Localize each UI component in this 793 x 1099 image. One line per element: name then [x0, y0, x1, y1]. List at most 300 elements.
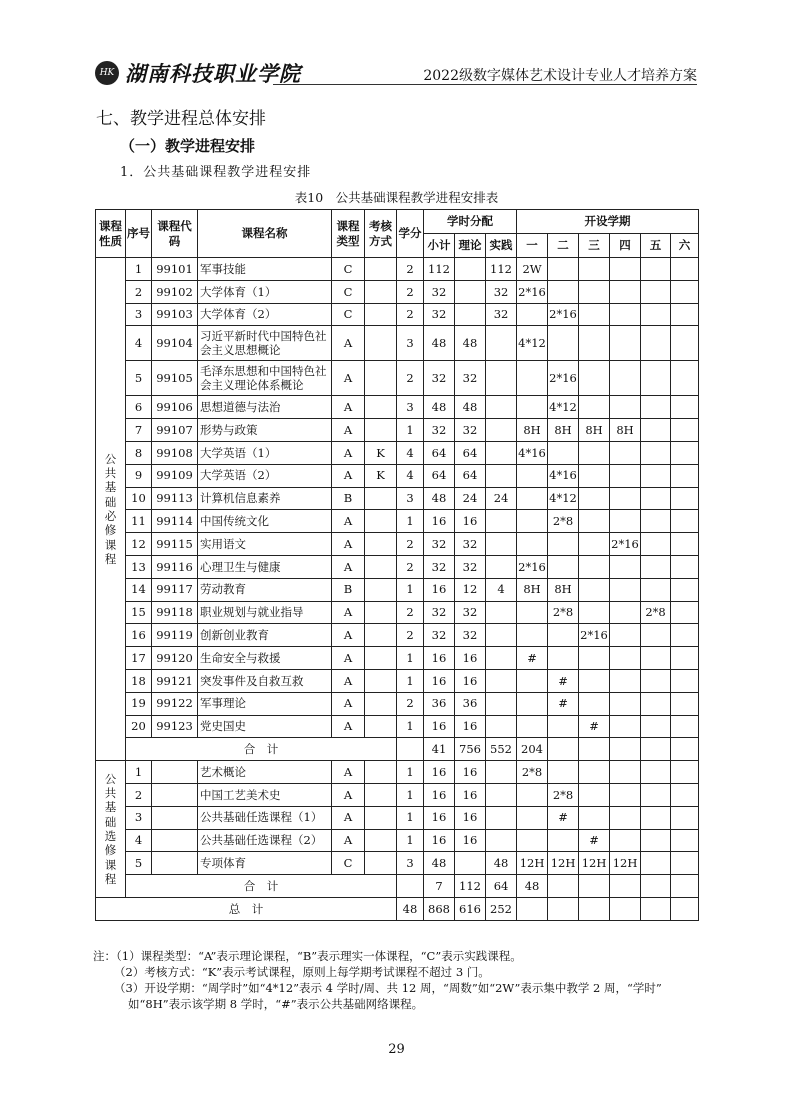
- cell-theory: 64: [455, 441, 486, 464]
- cell-s5: [641, 783, 671, 806]
- cell-s1: 2W: [517, 258, 548, 281]
- cell-subtotal: 16: [424, 806, 455, 829]
- table-row: [96, 419, 699, 442]
- cell-s5: [641, 487, 671, 510]
- cell-seq: 15: [126, 601, 152, 624]
- cell-credit: 1: [397, 419, 424, 442]
- cell-type: A: [332, 464, 365, 487]
- cell-s6: [671, 806, 699, 829]
- cell-seq: 4: [126, 326, 152, 361]
- cell-s3: [579, 783, 610, 806]
- cell-practice: [486, 555, 517, 578]
- cell-type: A: [332, 647, 365, 670]
- cell-s2: [548, 761, 579, 784]
- cell-exam: [365, 361, 397, 396]
- cell-name: 艺术概论: [198, 761, 332, 784]
- table-row: [96, 464, 699, 487]
- cell-type: A: [332, 396, 365, 419]
- cell-s1: 8H: [517, 419, 548, 442]
- cell-s6: [671, 829, 699, 852]
- cell-empty: [641, 738, 671, 761]
- cell-code: 99108: [152, 441, 198, 464]
- cell-s2: 2*8: [548, 783, 579, 806]
- cell-name: 大学英语（2）: [198, 464, 332, 487]
- cell-s5: 2*8: [641, 601, 671, 624]
- col-exam: 考核方式: [365, 210, 397, 258]
- grand-total-row: [96, 897, 699, 920]
- cell-s4: 8H: [610, 419, 641, 442]
- cell-seq: 2: [126, 783, 152, 806]
- cell-s3: [579, 487, 610, 510]
- cell-s4: [610, 806, 641, 829]
- cell-name: 军事技能: [198, 258, 332, 281]
- col-subtotal: 小计: [424, 234, 455, 258]
- cell-theory: 24: [455, 487, 486, 510]
- cell-s6: [671, 258, 699, 281]
- cell-seq: 7: [126, 419, 152, 442]
- cell-s6: [671, 647, 699, 670]
- cell-practice: [486, 396, 517, 419]
- cell-name: 劳动教育: [198, 578, 332, 601]
- cell-code: [152, 852, 198, 875]
- subtotal-theory: 552: [486, 738, 517, 761]
- subtotal-label: 合 计: [126, 875, 397, 898]
- cell-s2: 2*8: [548, 601, 579, 624]
- cell-credit: 2: [397, 280, 424, 303]
- cell-exam: [365, 578, 397, 601]
- cell-theory: 16: [455, 647, 486, 670]
- cell-s3: [579, 464, 610, 487]
- cell-s1: [517, 829, 548, 852]
- cell-s2: 2*16: [548, 303, 579, 326]
- cell-practice: 48: [486, 852, 517, 875]
- cell-practice: [486, 806, 517, 829]
- cell-subtotal: 16: [424, 829, 455, 852]
- cell-subtotal: 16: [424, 647, 455, 670]
- cell-empty: [671, 738, 699, 761]
- cell-s1: [517, 510, 548, 533]
- school-name: 湖南科技职业学院: [125, 61, 301, 86]
- col-theory: 理论: [455, 234, 486, 258]
- cell-s5: [641, 852, 671, 875]
- cell-credit: 1: [397, 715, 424, 738]
- table-row: [96, 326, 699, 361]
- section-title: 七、教学进程总体安排: [96, 109, 266, 129]
- course-plan-table: [95, 209, 699, 921]
- cell-subtotal: 32: [424, 303, 455, 326]
- cell-type: A: [332, 601, 365, 624]
- cell-s3: [579, 647, 610, 670]
- table-row: [96, 487, 699, 510]
- cell-name: 公共基础任选课程（2）: [198, 829, 332, 852]
- cell-theory: 16: [455, 669, 486, 692]
- cell-exam: [365, 326, 397, 361]
- table-row: [96, 555, 699, 578]
- cell-type: B: [332, 487, 365, 510]
- cell-s5: [641, 806, 671, 829]
- cell-s1: #: [517, 647, 548, 670]
- cell-s2: #: [548, 692, 579, 715]
- cell-exam: [365, 692, 397, 715]
- cell-s1: [517, 783, 548, 806]
- cell-name: 实用语文: [198, 533, 332, 556]
- cell-type: A: [332, 555, 365, 578]
- table-row: [96, 692, 699, 715]
- cell-empty: [579, 897, 610, 920]
- cell-s3: [579, 692, 610, 715]
- cell-s4: [610, 361, 641, 396]
- school-seal-icon: HK: [95, 61, 119, 85]
- cell-s4: [610, 783, 641, 806]
- cell-s2: [548, 441, 579, 464]
- cell-s6: [671, 692, 699, 715]
- subsection-title: （一）教学进程安排: [120, 137, 256, 155]
- cell-s2: [548, 647, 579, 670]
- cell-credit: 1: [397, 510, 424, 533]
- table-row: [96, 510, 699, 533]
- cell-theory: [455, 258, 486, 281]
- cell-name: 计算机信息素养: [198, 487, 332, 510]
- cell-practice: [486, 326, 517, 361]
- document-title: 2022级数字媒体艺术设计专业人才培养方案: [423, 68, 697, 84]
- cell-empty: [641, 875, 671, 898]
- subtotal-row: [96, 738, 699, 761]
- cell-s1: 4*16: [517, 441, 548, 464]
- subtotal-row: [96, 875, 699, 898]
- cell-subtotal: 48: [424, 396, 455, 419]
- cell-name: 大学英语（1）: [198, 441, 332, 464]
- cell-s2: 8H: [548, 419, 579, 442]
- cell-type: A: [332, 829, 365, 852]
- cell-s3: [579, 761, 610, 784]
- cell-code: 99120: [152, 647, 198, 670]
- table-row: [96, 715, 699, 738]
- grand-total-practice: 252: [486, 897, 517, 920]
- col-name: 课程名称: [198, 210, 332, 258]
- col-seq: 序号: [126, 210, 152, 258]
- cell-s5: [641, 396, 671, 419]
- subtotal-practice: 48: [517, 875, 548, 898]
- cell-code: 99123: [152, 715, 198, 738]
- cell-s1: [517, 464, 548, 487]
- group-label-cell: 公共基础选修课程: [96, 761, 126, 898]
- cell-practice: [486, 669, 517, 692]
- cell-code: 99102: [152, 280, 198, 303]
- cell-s1: [517, 624, 548, 647]
- cell-credit: 4: [397, 464, 424, 487]
- cell-seq: 12: [126, 533, 152, 556]
- grand-total-credit: 48: [397, 897, 424, 920]
- cell-s4: [610, 258, 641, 281]
- cell-exam: [365, 303, 397, 326]
- cell-practice: [486, 715, 517, 738]
- col-sem-5: 五: [641, 234, 671, 258]
- cell-exam: [365, 419, 397, 442]
- grand-total-label: 总 计: [96, 897, 397, 920]
- cell-s5: [641, 464, 671, 487]
- table-row: [96, 829, 699, 852]
- cell-code: 99117: [152, 578, 198, 601]
- cell-type: A: [332, 624, 365, 647]
- cell-theory: 16: [455, 715, 486, 738]
- table-row: [96, 533, 699, 556]
- cell-seq: 1: [126, 258, 152, 281]
- cell-name: 党史国史: [198, 715, 332, 738]
- cell-seq: 5: [126, 852, 152, 875]
- cell-exam: [365, 555, 397, 578]
- cell-s5: [641, 361, 671, 396]
- cell-s1: [517, 806, 548, 829]
- cell-seq: 9: [126, 464, 152, 487]
- cell-subtotal: 16: [424, 669, 455, 692]
- cell-credit: 3: [397, 852, 424, 875]
- cell-s3: 2*16: [579, 624, 610, 647]
- cell-name: 公共基础任选课程（1）: [198, 806, 332, 829]
- cell-practice: 32: [486, 280, 517, 303]
- cell-credit: 3: [397, 326, 424, 361]
- cell-subtotal: 32: [424, 555, 455, 578]
- cell-empty: [548, 897, 579, 920]
- col-sem-4: 四: [610, 234, 641, 258]
- cell-empty: [641, 897, 671, 920]
- table-row: [96, 783, 699, 806]
- cell-name: 中国工艺美术史: [198, 783, 332, 806]
- cell-subtotal: 112: [424, 258, 455, 281]
- cell-s4: [610, 464, 641, 487]
- cell-s2: 2*16: [548, 361, 579, 396]
- cell-s3: #: [579, 715, 610, 738]
- cell-seq: 2: [126, 280, 152, 303]
- table-caption: 表10 公共基础课程教学进程安排表: [294, 190, 499, 205]
- col-type: 课程类型: [332, 210, 365, 258]
- header-row: [96, 210, 699, 234]
- cell-s3: 12H: [579, 852, 610, 875]
- cell-s5: [641, 533, 671, 556]
- cell-s6: [671, 624, 699, 647]
- table-row: [96, 624, 699, 647]
- cell-s5: [641, 326, 671, 361]
- cell-s1: [517, 692, 548, 715]
- cell-exam: [365, 258, 397, 281]
- cell-practice: [486, 761, 517, 784]
- cell-s5: [641, 647, 671, 670]
- cell-credit: 1: [397, 669, 424, 692]
- cell-subtotal: 32: [424, 419, 455, 442]
- cell-subtotal: 32: [424, 280, 455, 303]
- cell-s5: [641, 555, 671, 578]
- cell-exam: [365, 806, 397, 829]
- cell-empty: [517, 897, 548, 920]
- col-semester-group: 开设学期: [517, 210, 699, 234]
- cell-s5: [641, 419, 671, 442]
- cell-code: 99122: [152, 692, 198, 715]
- cell-code: 99114: [152, 510, 198, 533]
- cell-exam: [365, 783, 397, 806]
- cell-practice: [486, 510, 517, 533]
- cell-type: A: [332, 533, 365, 556]
- cell-code: 99103: [152, 303, 198, 326]
- cell-name: 创新创业教育: [198, 624, 332, 647]
- col-sem-2: 二: [548, 234, 579, 258]
- cell-s2: [548, 624, 579, 647]
- cell-code: [152, 829, 198, 852]
- cell-exam: [365, 280, 397, 303]
- cell-type: A: [332, 510, 365, 533]
- cell-s6: [671, 715, 699, 738]
- cell-theory: 16: [455, 761, 486, 784]
- cell-name: 大学体育（2）: [198, 303, 332, 326]
- cell-subtotal: 48: [424, 852, 455, 875]
- cell-s6: [671, 396, 699, 419]
- table-body: [96, 258, 699, 921]
- cell-exam: [365, 624, 397, 647]
- cell-practice: [486, 829, 517, 852]
- cell-exam: [365, 647, 397, 670]
- cell-code: 99113: [152, 487, 198, 510]
- cell-s4: 12H: [610, 852, 641, 875]
- cell-s4: [610, 555, 641, 578]
- col-nature: 课程性质: [96, 210, 126, 258]
- cell-s4: [610, 396, 641, 419]
- cell-code: 99106: [152, 396, 198, 419]
- col-practice: 实践: [486, 234, 517, 258]
- cell-empty: [671, 897, 699, 920]
- cell-seq: 10: [126, 487, 152, 510]
- cell-credit: 2: [397, 555, 424, 578]
- cell-s6: [671, 761, 699, 784]
- table-notes: [93, 948, 713, 1012]
- cell-theory: 16: [455, 510, 486, 533]
- cell-theory: 32: [455, 624, 486, 647]
- cell-s5: [641, 510, 671, 533]
- cell-theory: 64: [455, 464, 486, 487]
- cell-s5: [641, 761, 671, 784]
- cell-exam: [365, 487, 397, 510]
- cell-s5: [641, 303, 671, 326]
- cell-subtotal: 36: [424, 692, 455, 715]
- cell-s3: [579, 669, 610, 692]
- cell-subtotal: 16: [424, 510, 455, 533]
- cell-theory: 32: [455, 601, 486, 624]
- cell-s4: [610, 647, 641, 670]
- cell-type: C: [332, 852, 365, 875]
- cell-subtotal: 32: [424, 624, 455, 647]
- cell-s3: [579, 555, 610, 578]
- cell-name: 思想道德与法治: [198, 396, 332, 419]
- cell-s3: [579, 258, 610, 281]
- table-row: [96, 280, 699, 303]
- cell-s1: [517, 361, 548, 396]
- cell-seq: 16: [126, 624, 152, 647]
- school-logo: [95, 58, 301, 88]
- cell-s6: [671, 852, 699, 875]
- table-row: [96, 578, 699, 601]
- subtotal-theory: 64: [486, 875, 517, 898]
- cell-s5: [641, 715, 671, 738]
- table-row: [96, 396, 699, 419]
- cell-name: 形势与政策: [198, 419, 332, 442]
- cell-type: B: [332, 578, 365, 601]
- cell-s6: [671, 601, 699, 624]
- cell-practice: [486, 464, 517, 487]
- cell-theory: 48: [455, 396, 486, 419]
- table-row: [96, 669, 699, 692]
- cell-s4: 2*16: [610, 533, 641, 556]
- cell-s2: [548, 258, 579, 281]
- cell-empty: [548, 875, 579, 898]
- subtotal-subtotal: 756: [455, 738, 486, 761]
- cell-s4: [610, 715, 641, 738]
- cell-empty: [397, 738, 424, 761]
- cell-practice: [486, 441, 517, 464]
- cell-credit: 4: [397, 441, 424, 464]
- cell-s3: [579, 280, 610, 303]
- table-row: [96, 258, 699, 281]
- col-sem-3: 三: [579, 234, 610, 258]
- cell-s4: [610, 441, 641, 464]
- cell-s5: [641, 441, 671, 464]
- cell-type: C: [332, 303, 365, 326]
- cell-credit: 1: [397, 806, 424, 829]
- cell-code: 99115: [152, 533, 198, 556]
- cell-seq: 5: [126, 361, 152, 396]
- cell-exam: [365, 829, 397, 852]
- cell-s1: 2*16: [517, 280, 548, 303]
- cell-exam: K: [365, 441, 397, 464]
- cell-practice: [486, 624, 517, 647]
- cell-exam: [365, 715, 397, 738]
- cell-s4: [610, 669, 641, 692]
- cell-s2: [548, 326, 579, 361]
- table-row: [96, 361, 699, 396]
- table-row: [96, 647, 699, 670]
- cell-type: A: [332, 806, 365, 829]
- cell-credit: 2: [397, 533, 424, 556]
- table-row: [96, 303, 699, 326]
- cell-practice: 4: [486, 578, 517, 601]
- cell-s1: 8H: [517, 578, 548, 601]
- table-row: [96, 601, 699, 624]
- cell-s1: [517, 303, 548, 326]
- cell-seq: 18: [126, 669, 152, 692]
- cell-s3: [579, 361, 610, 396]
- cell-s2: 8H: [548, 578, 579, 601]
- cell-credit: 1: [397, 829, 424, 852]
- col-code: 课程代码: [152, 210, 198, 258]
- cell-code: 99105: [152, 361, 198, 396]
- cell-s1: [517, 396, 548, 419]
- cell-credit: 1: [397, 578, 424, 601]
- cell-s4: [610, 624, 641, 647]
- cell-empty: [579, 875, 610, 898]
- cell-seq: 11: [126, 510, 152, 533]
- cell-name: 中国传统文化: [198, 510, 332, 533]
- cell-code: [152, 783, 198, 806]
- cell-s2: 4*16: [548, 464, 579, 487]
- cell-type: A: [332, 692, 365, 715]
- grand-total-theory: 616: [455, 897, 486, 920]
- cell-s4: [610, 692, 641, 715]
- cell-s5: [641, 692, 671, 715]
- cell-subtotal: 16: [424, 761, 455, 784]
- cell-code: 99104: [152, 326, 198, 361]
- cell-practice: [486, 601, 517, 624]
- cell-credit: 1: [397, 783, 424, 806]
- cell-s6: [671, 280, 699, 303]
- cell-s6: [671, 326, 699, 361]
- table-row: [96, 852, 699, 875]
- cell-s6: [671, 361, 699, 396]
